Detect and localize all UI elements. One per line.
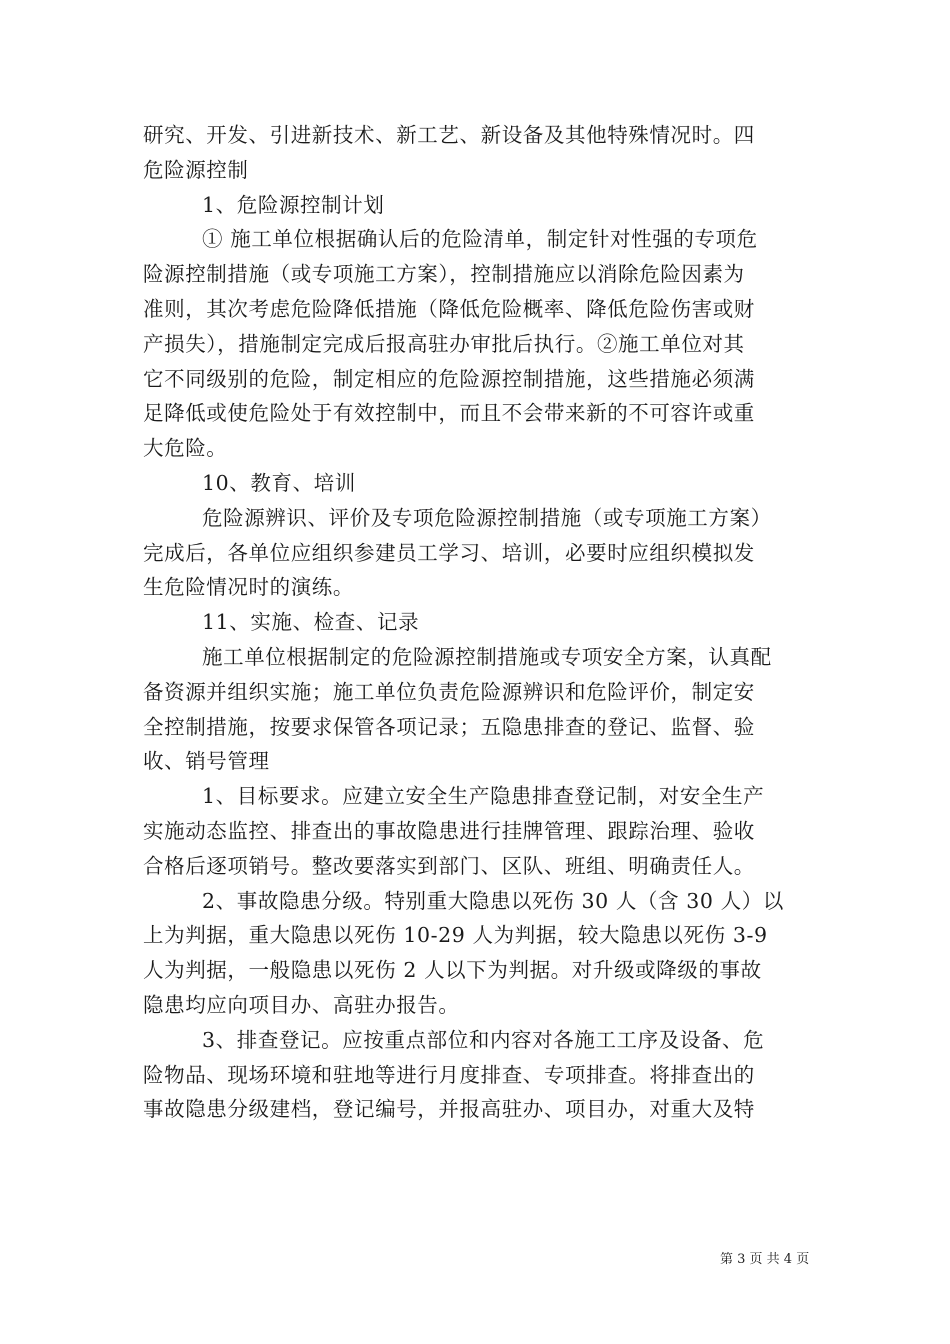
text-line: 危险源辨识、评价及专项危险源控制措施（或专项施工方案） [202,505,772,530]
text-line: 收、销号管理 [143,749,270,774]
text-line: 施工单位根据制定的危险源控制措施或专项安全方案，认真配 [202,644,772,669]
text-line: 准则，其次考虑危险降低措施（降低危险概率、降低危险伤害或财 [143,296,755,321]
section-heading: 10、教育、培训 [202,470,356,495]
document-body [143,118,807,1127]
text-line: 上为判据，重大隐患以死伤 10-29 人为判据，较大隐患以死伤 3-9 [143,923,768,948]
text-line: 3、排查登记。应按重点部位和内容对各施工工序及设备、危 [202,1027,765,1052]
text-line: 人为判据，一般隐患以死伤 2 人以下为判据。对升级或降级的事故 [143,958,762,983]
text-line: 备资源并组织实施；施工单位负责危险源辨识和危险评价，制定安 [143,679,755,704]
text-line: 产损失），措施制定完成后报高驻办审批后执行。②施工单位对其 [143,331,745,356]
text-line: ① 施工单位根据确认后的危险清单，制定针对性强的专项危 [202,227,758,252]
page-number: 第 3 页 共 4 页 [720,1252,810,1267]
text-line: 足降低或使危险处于有效控制中，而且不会带来新的不可容许或重 [143,401,755,426]
section-heading: 1、危险源控制计划 [202,192,385,217]
section-heading: 11、实施、检查、记录 [202,610,420,635]
text-line: 实施动态监控、排查出的事故隐患进行挂牌管理、跟踪治理、验收 [143,818,755,843]
text-line: 隐患均应向项目办、高驻办报告。 [143,992,460,1017]
text-line: 它不同级别的危险，制定相应的危险源控制措施，这些措施必须满 [143,366,755,391]
text-line: 合格后逐项销号。整改要落实到部门、区队、班组、明确责任人。 [143,853,755,878]
text-line: 大危险。 [143,436,228,461]
text-line: 2、事故隐患分级。特别重大隐患以死伤 30 人（含 30 人）以 [202,888,784,913]
text-line: 研究、开发、引进新技术、新工艺、新设备及其他特殊情况时。四 [143,123,755,147]
text-line: 事故隐患分级建档，登记编号，并报高驻办、项目办，对重大及特 [143,1097,755,1122]
text-line: 1、目标要求。应建立安全生产隐患排查登记制，对安全生产 [202,784,765,809]
text-line: 险源控制措施（或专项施工方案），控制措施应以消除危险因素为 [143,262,745,287]
text-line: 生危险情况时的演练。 [143,575,354,600]
text-line: 完成后，各单位应组织参建员工学习、培训，必要时应组织模拟发 [143,540,755,565]
text-line: 全控制措施，按要求保管各项记录；五隐患排查的登记、监督、验 [143,714,755,739]
text-line: 险物品、现场环境和驻地等进行月度排查、专项排查。将排查出的 [143,1062,755,1087]
text-line: 危险源控制 [143,157,249,182]
